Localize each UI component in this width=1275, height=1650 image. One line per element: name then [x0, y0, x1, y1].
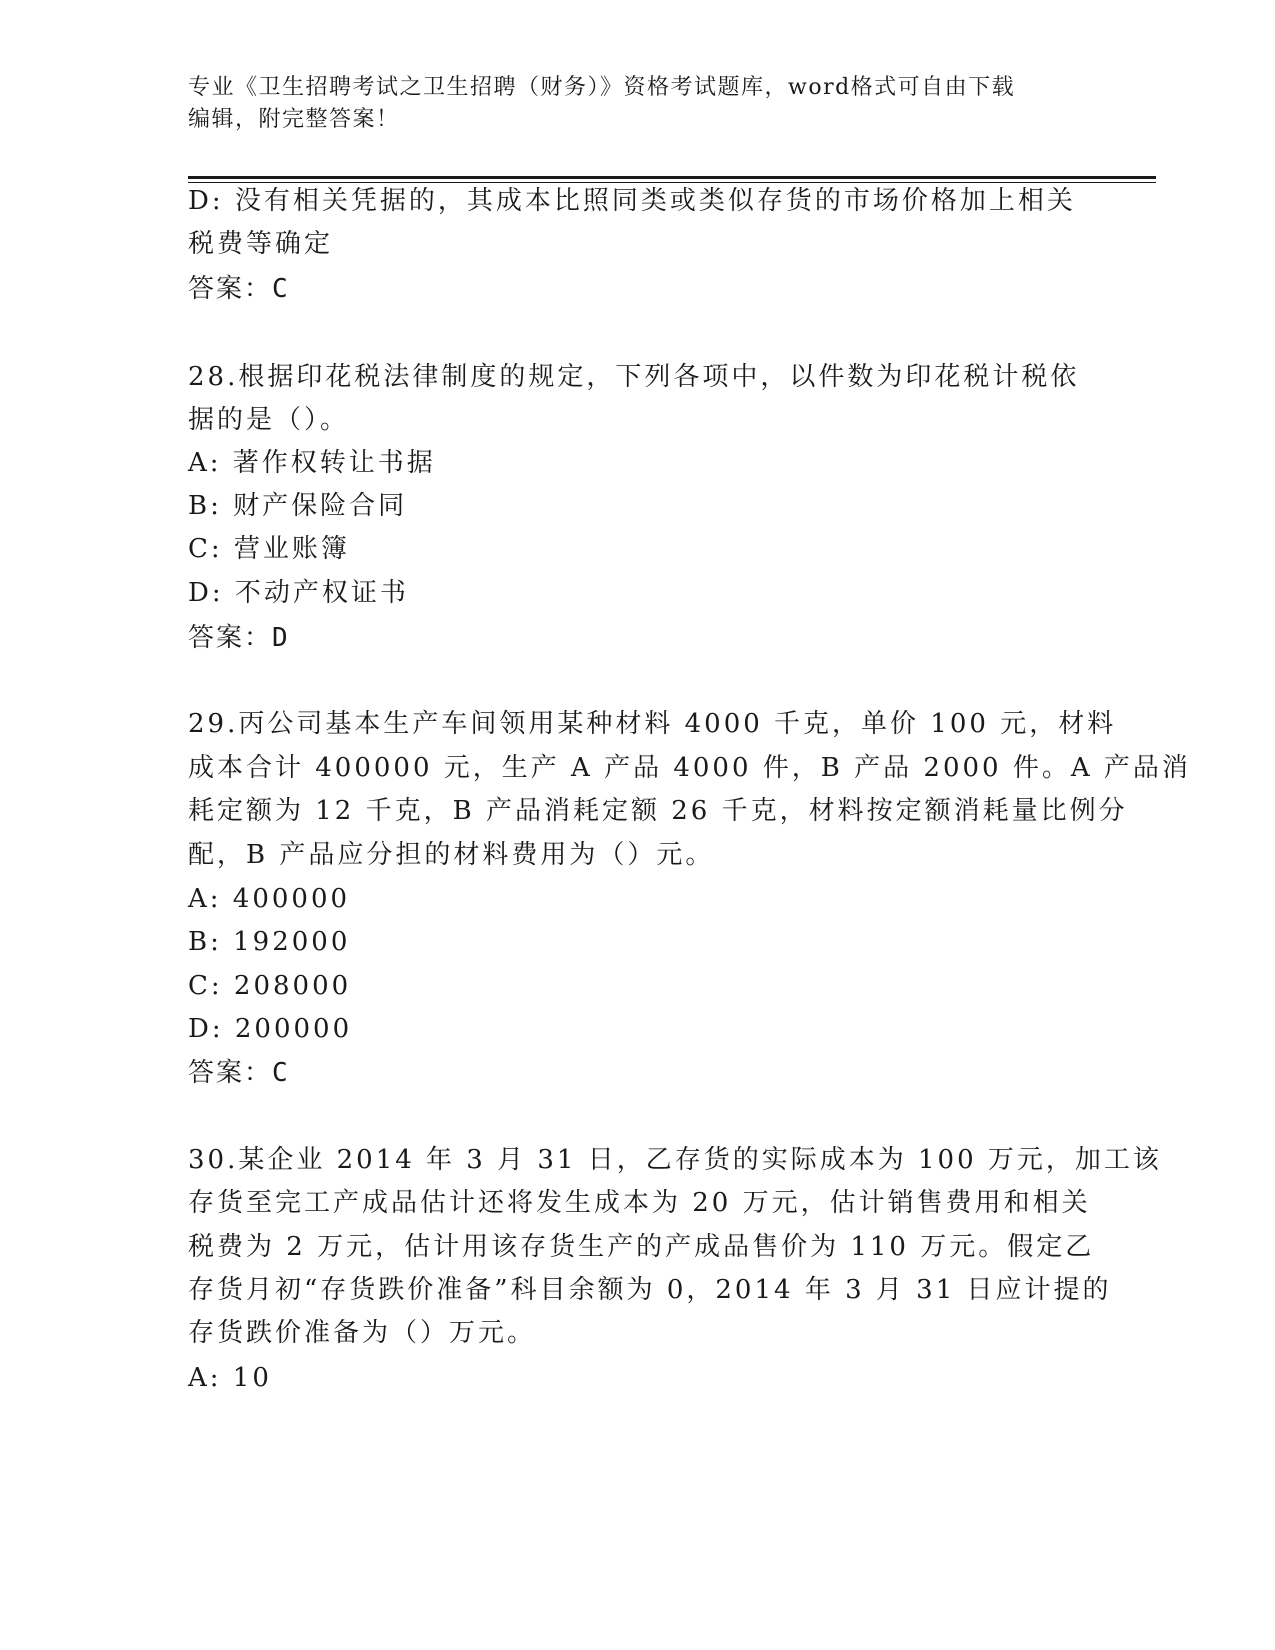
- q28-option-a: A: 著作权转让书据: [188, 448, 436, 478]
- q28-option-d: D: 不动产权证书: [188, 578, 409, 608]
- q30-stem-line-1: 30.某企业 2014 年 3 月 31 日，乙存货的实际成本为 100 万元，加工该: [188, 1145, 1162, 1175]
- q29-stem-line-4: 配，B 产品应分担的材料费用为（）元。: [188, 840, 715, 870]
- q29-option-d: D: 200000: [188, 1014, 353, 1044]
- q28-answer: [188, 621, 290, 655]
- q29-stem-line-2: 成本合计 400000 元，生产 A 产品 4000 件，B 产品 2000 件。A 产品消: [188, 753, 1191, 783]
- answer-value: D: [272, 623, 290, 653]
- q30-stem-line-3: 税费为 2 万元，估计用该存货生产的产成品售价为 110 万元。假定乙: [188, 1232, 1095, 1262]
- answer-label: 答案：: [188, 623, 273, 653]
- page-header: [188, 72, 1088, 136]
- q29-option-b: B: 192000: [188, 927, 351, 957]
- q29-answer: [188, 1056, 290, 1090]
- answer-value: C: [272, 274, 290, 304]
- header-divider-thin: [188, 182, 1156, 183]
- prev-answer: [188, 272, 290, 306]
- q28-stem-line-1: 28.根据印花税法律制度的规定，下列各项中，以件数为印花税计税依: [188, 362, 1080, 392]
- q30-stem-line-5: 存货跌价准备为（）万元。: [188, 1318, 537, 1348]
- q29-option-c: C: 208000: [188, 971, 352, 1001]
- prev-option-d-line-1: D: 没有相关凭据的，其成本比照同类或类似存货的市场价格加上相关: [188, 186, 1076, 216]
- q28-stem-line-2: 据的是（）。: [188, 405, 350, 435]
- q30-stem-line-2: 存货至完工产成品估计还将发生成本为 20 万元，估计销售费用和相关: [188, 1188, 1091, 1218]
- q29-stem-line-3: 耗定额为 12 千克，B 产品消耗定额 26 千克，材料按定额消耗量比例分: [188, 796, 1128, 826]
- answer-label: 答案：: [188, 1058, 273, 1088]
- answer-value: C: [272, 1058, 290, 1088]
- q30-stem-line-4: 存货月初“存货跌价准备”科目余额为 0，2014 年 3 月 31 日应计提的: [188, 1275, 1112, 1305]
- header-title-line-2: 编辑，附完整答案！: [188, 107, 400, 132]
- header-title-line-1: 专业《卫生招聘考试之卫生招聘（财务）》资格考试题库，word格式可自由下载: [188, 75, 1016, 100]
- answer-label: 答案：: [188, 274, 273, 304]
- q28-option-c: C: 营业账簿: [188, 534, 350, 564]
- prev-option-d-line-2: 税费等确定: [188, 229, 334, 259]
- q29-stem-line-1: 29.丙公司基本生产车间领用某种材料 4000 千克，单价 100 元，材料: [188, 709, 1117, 739]
- q30-option-a: A: 10: [188, 1363, 272, 1393]
- header-divider-thick: [188, 176, 1156, 179]
- q28-option-b: B: 财产保险合同: [188, 491, 408, 521]
- q29-option-a: A: 400000: [188, 884, 351, 914]
